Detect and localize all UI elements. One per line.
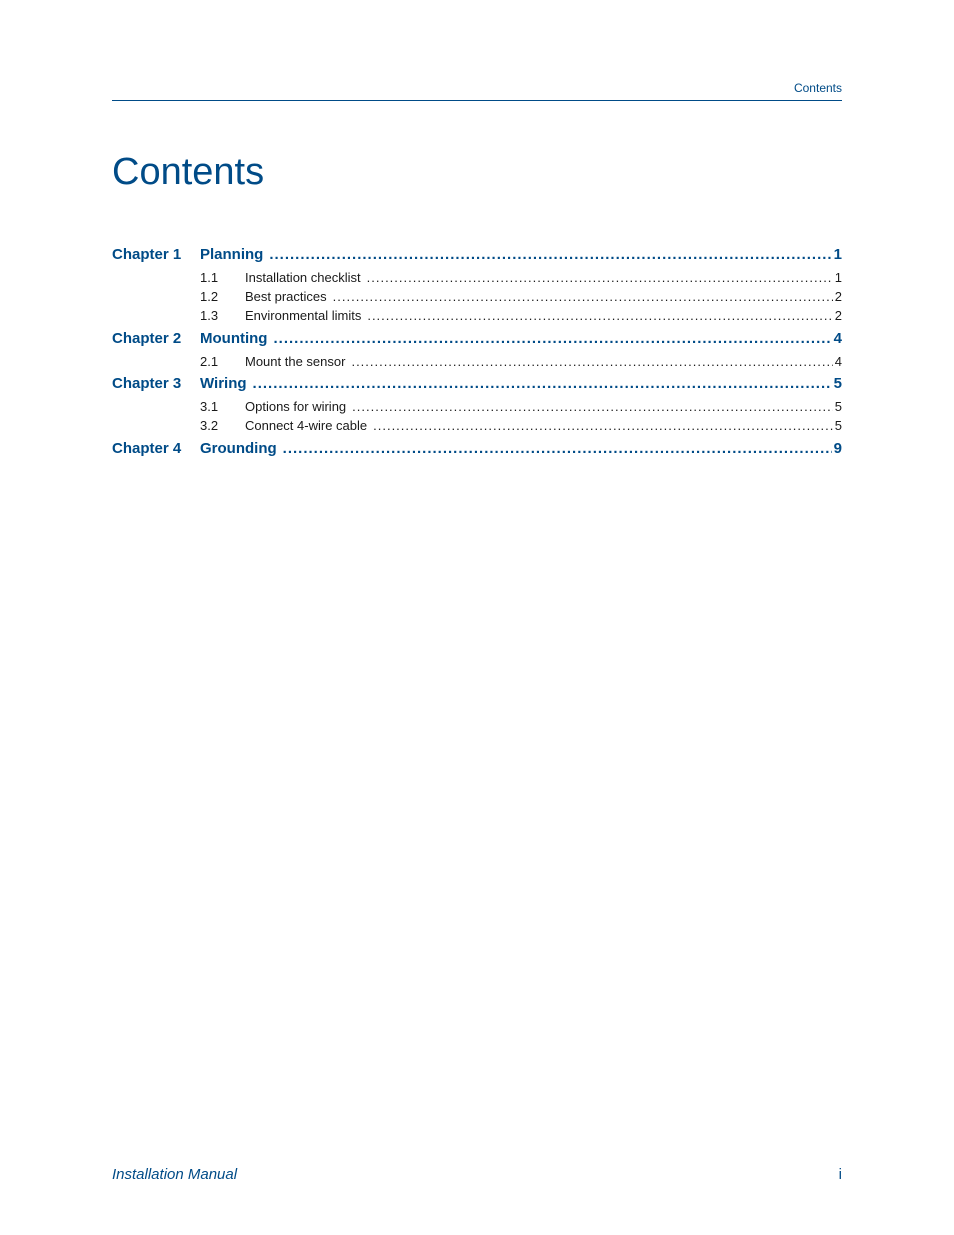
toc-dot-leader <box>373 418 833 433</box>
toc-chapter-3[interactable] <box>112 375 842 397</box>
toc-section-3-2[interactable] <box>112 418 842 437</box>
toc-page-number: 5 <box>833 375 842 392</box>
toc-section-1-1[interactable] <box>112 270 842 289</box>
toc-section-1-3[interactable] <box>112 308 842 327</box>
toc-dot-leader <box>273 330 831 347</box>
toc-section-number: 2.1 <box>200 354 219 369</box>
toc-page-number: 1 <box>834 270 842 285</box>
toc-chapter-title: Wiring <box>200 375 247 392</box>
toc-chapter-number: Chapter 4 <box>112 440 182 457</box>
toc-section-number: 1.2 <box>200 289 219 304</box>
toc-page-number: 2 <box>834 308 842 323</box>
toc-chapter-number: Chapter 3 <box>112 375 182 392</box>
toc-chapter-2[interactable] <box>112 330 842 352</box>
toc-chapter-1[interactable] <box>112 246 842 268</box>
toc-chapter-4[interactable] <box>112 440 842 462</box>
toc-dot-leader <box>269 246 831 263</box>
toc-section-number: 3.1 <box>200 399 219 414</box>
toc-section-title: Environmental limits <box>245 308 362 323</box>
toc-chapter-number: Chapter 1 <box>112 246 182 263</box>
footer-document-title: Installation Manual <box>112 1166 238 1183</box>
toc-chapter-title: Mounting <box>200 330 268 347</box>
toc-section-title: Installation checklist <box>245 270 361 285</box>
toc-dot-leader <box>367 270 833 285</box>
running-header-title: Contents <box>793 81 842 95</box>
toc-chapter-number: Chapter 2 <box>112 330 182 347</box>
toc-page-number: 5 <box>834 418 842 433</box>
toc-dot-leader <box>351 354 832 369</box>
toc-page-number: 2 <box>834 289 842 304</box>
footer-page-number: i <box>838 1166 842 1183</box>
toc-dot-leader <box>367 308 832 323</box>
toc-page-number: 5 <box>834 399 842 414</box>
header-rule <box>112 100 842 101</box>
toc-section-3-1[interactable] <box>112 399 842 418</box>
toc-section-title: Options for wiring <box>245 399 347 414</box>
toc-page-number: 9 <box>833 440 842 457</box>
toc-section-number: 3.2 <box>200 418 219 433</box>
toc-section-title: Mount the sensor <box>245 354 346 369</box>
toc-page-number: 4 <box>834 354 842 369</box>
toc-section-1-2[interactable] <box>112 289 842 308</box>
toc-chapter-title: Grounding <box>200 440 277 457</box>
toc-dot-leader <box>283 440 832 457</box>
toc-section-number: 1.3 <box>200 308 219 323</box>
toc-dot-leader <box>333 289 833 304</box>
toc-chapter-title: Planning <box>200 246 264 263</box>
toc-section-2-1[interactable] <box>112 354 842 373</box>
toc-section-number: 1.1 <box>200 270 219 285</box>
page-title: Contents <box>112 151 265 193</box>
toc-page-number: 1 <box>833 246 842 263</box>
toc-dot-leader <box>253 375 832 392</box>
toc-section-title: Connect 4-wire cable <box>245 418 368 433</box>
toc-dot-leader <box>352 399 833 414</box>
toc-page-number: 4 <box>833 330 842 347</box>
toc-section-title: Best practices <box>245 289 327 304</box>
